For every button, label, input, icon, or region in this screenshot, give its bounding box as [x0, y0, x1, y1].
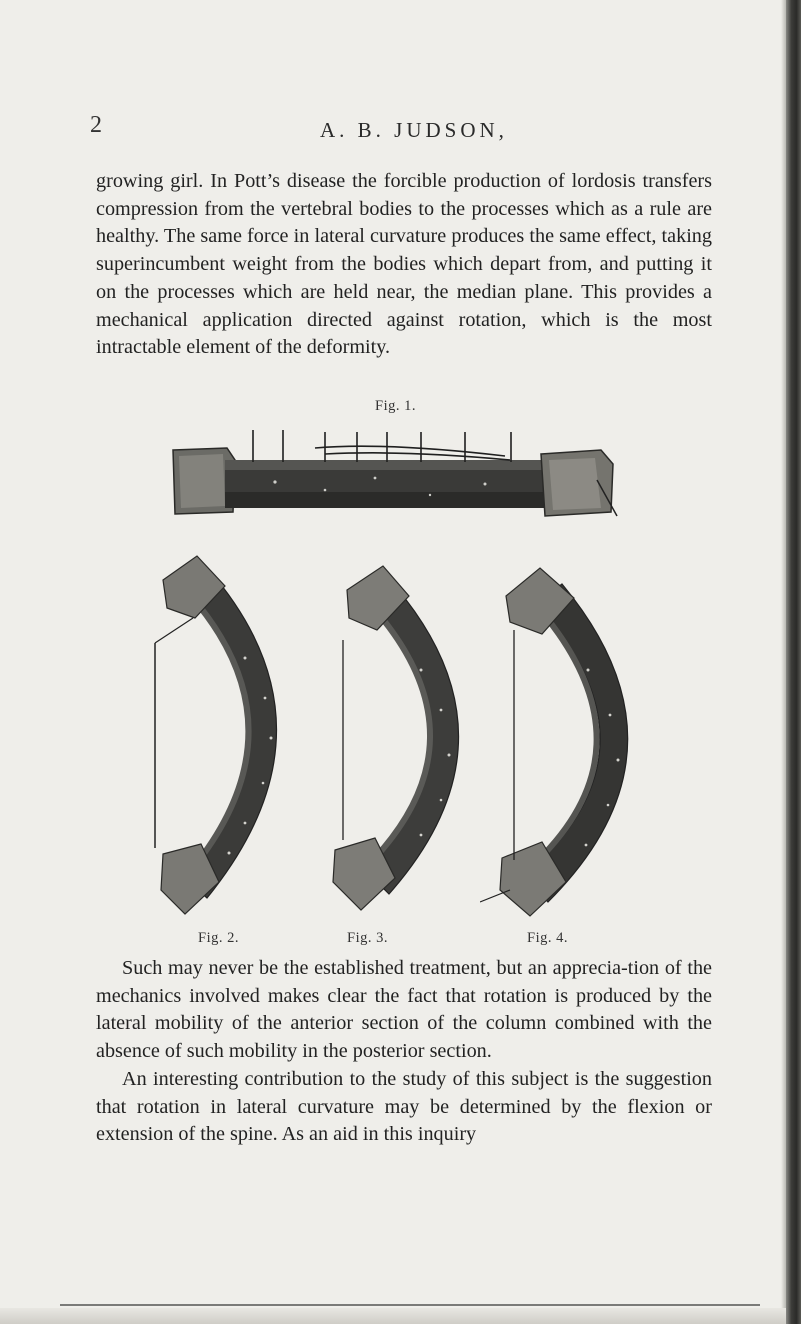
book-binding-edge: [786, 0, 801, 1324]
paragraph-1: growing girl. In Pott’s disease the forcible production of lordosis transfers compression from the vertebral bodies to the processes which as a rule are healthy. The same force in lateral curvature produces the same effect, taking superincumbent weight from the bodies which depart from, and putting it on the processes which are held near, the median plane. This provides a mechanical application directed against rotation, which is the most intractable element of the deformity.: [96, 170, 712, 359]
fig-4-caption: Fig. 4.: [527, 930, 568, 946]
paragraph-3: An interesting contribution to the study of this subject is the suggestion that rotation in lateral curvature may be determined by the flexion or extension of the spine. As an aid in this inquiry: [96, 1068, 712, 1146]
fig-3-illustration: [325, 560, 485, 916]
page-bottom-edge-line: [60, 1304, 760, 1306]
fig-2-caption: Fig. 2.: [198, 930, 239, 946]
page-bottom-edge: [0, 1308, 786, 1324]
fig-1-caption: Fig. 1.: [375, 398, 416, 414]
fig-2-illustration: [145, 548, 305, 920]
paragraph-2: Such may never be the established treatment, but an apprecia-tion of the mechanics involved makes clear the fact that rotation is produced by the lateral mobility of the anterior section of the column combined with the absence of such mobility in the posterior section.: [96, 957, 712, 1063]
page-number: 2: [90, 112, 102, 138]
running-head: A. B. JUDSON,: [320, 118, 508, 142]
fig-3-caption: Fig. 3.: [347, 930, 388, 946]
fig-4-illustration: [480, 560, 650, 922]
fig-1-illustration: [165, 420, 625, 525]
